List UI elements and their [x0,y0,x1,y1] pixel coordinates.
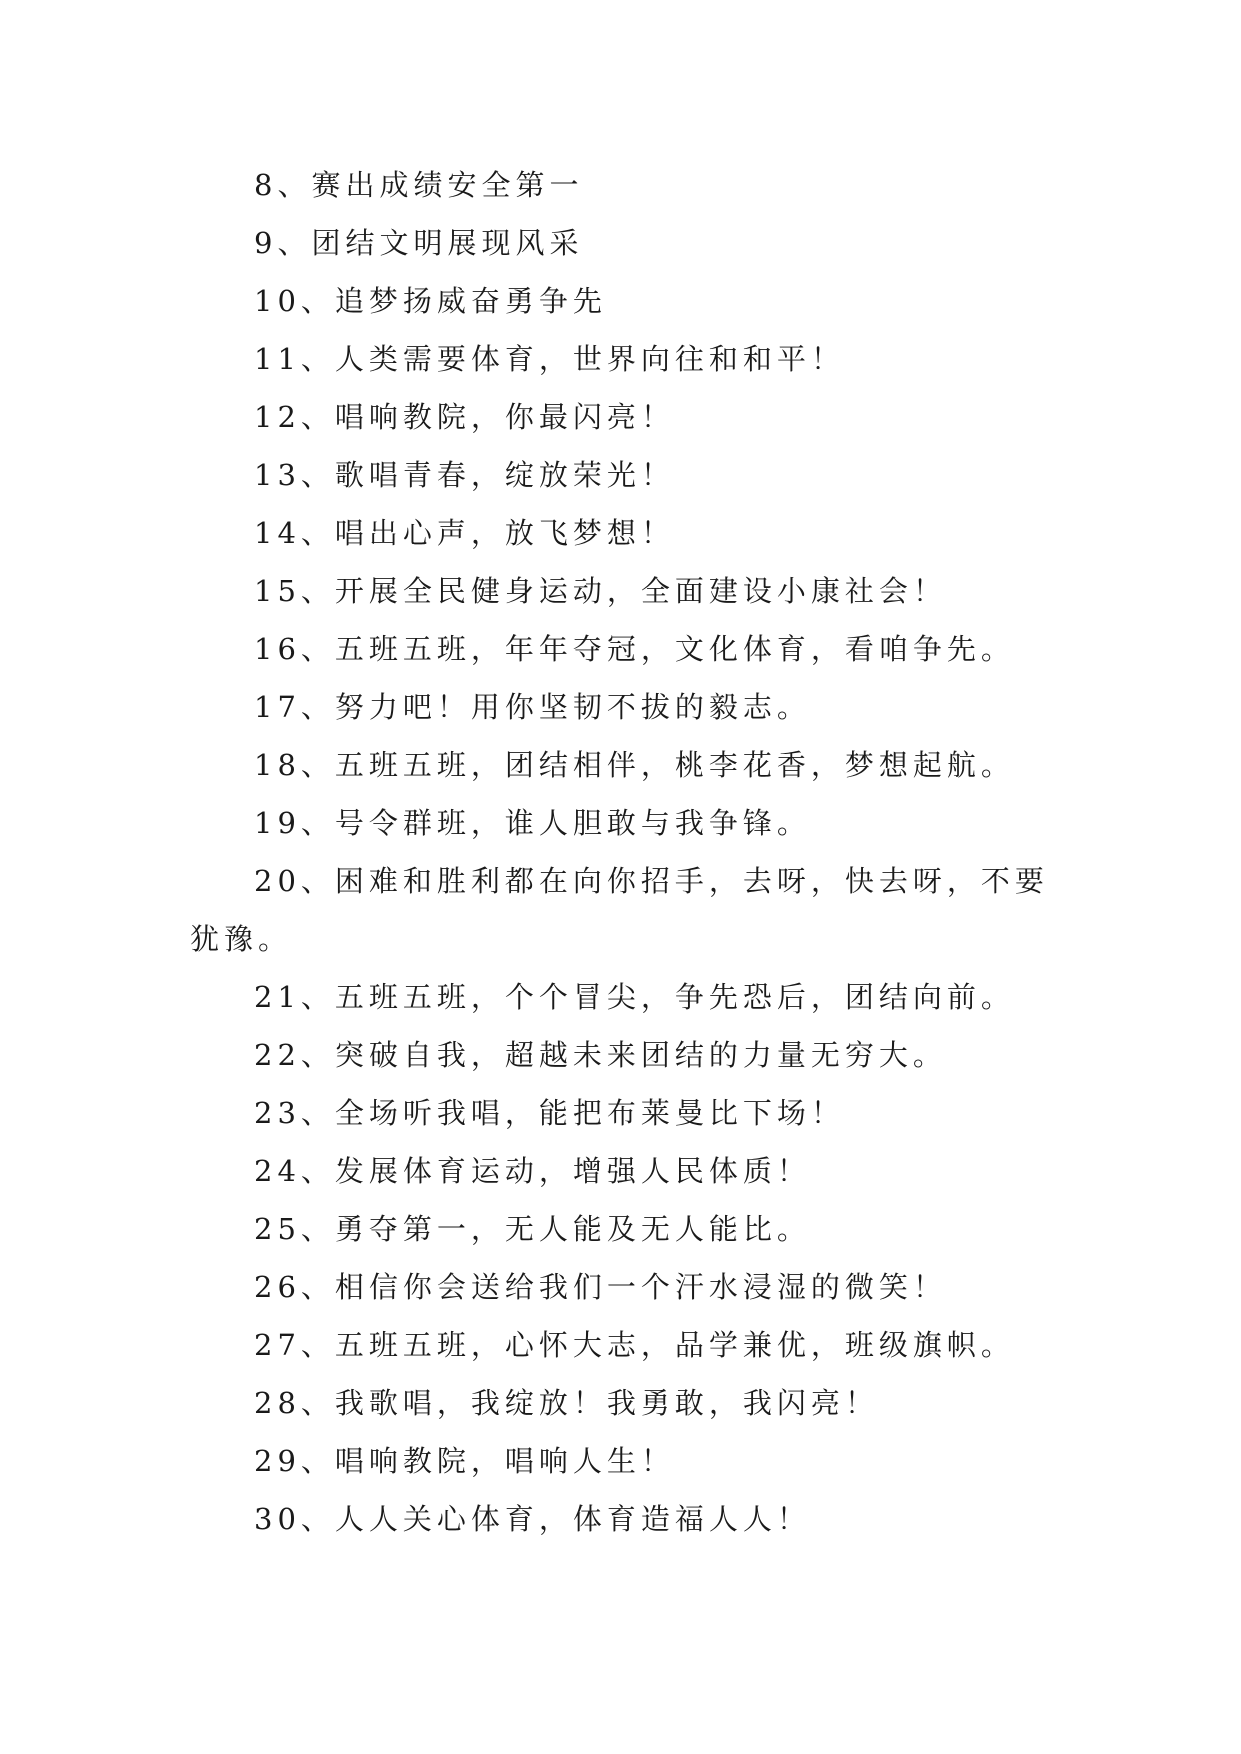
slogan-line-30: 30、人人关心体育，体育造福人人！ [254,1502,811,1536]
slogan-line-18: 18、五班五班，团结相伴，桃李花香，梦想起航。 [254,748,1015,782]
slogan-line-12: 12、唱响教院，你最闪亮！ [254,400,675,434]
slogan-line-19: 19、号令群班，谁人胆敢与我争锋。 [254,806,811,840]
slogan-line-29: 29、唱响教院，唱响人生！ [254,1444,675,1478]
slogan-line-16: 16、五班五班，年年夺冠，文化体育，看咱争先。 [254,632,1015,666]
slogan-line-15: 15、开展全民健身运动，全面建设小康社会！ [254,574,947,608]
slogan-line-24: 24、发展体育运动，增强人民体质！ [254,1154,811,1188]
slogan-line-23: 23、全场听我唱，能把布莱曼比下场！ [254,1096,845,1130]
slogan-line-26: 26、相信你会送给我们一个汗水浸湿的微笑！ [254,1270,947,1304]
slogan-line-9: 9、团结文明展现风采 [254,226,584,260]
slogan-line-11: 11、人类需要体育，世界向往和和平！ [254,342,845,376]
slogan-line-20: 20、困难和胜利都在向你招手，去呀，快去呀，不要犹豫。 [190,864,1049,956]
slogan-line-27: 27、五班五班，心怀大志，品学兼优，班级旗帜。 [254,1328,1015,1362]
slogan-line-28: 28、我歌唱，我绽放！我勇敢，我闪亮！ [254,1386,879,1420]
slogan-line-13: 13、歌唱青春，绽放荣光！ [254,458,675,492]
document-body [190,156,1052,1548]
slogan-line-17: 17、努力吧！用你坚韧不拔的毅志。 [254,690,811,724]
slogan-line-21: 21、五班五班，个个冒尖，争先恐后，团结向前。 [254,980,1015,1014]
slogan-line-10: 10、追梦扬威奋勇争先 [254,284,607,318]
slogan-line-8: 8、赛出成绩安全第一 [254,168,584,202]
slogan-line-14: 14、唱出心声，放飞梦想！ [254,516,675,550]
slogan-line-25: 25、勇夺第一，无人能及无人能比。 [254,1212,811,1246]
slogan-line-22: 22、突破自我，超越未来团结的力量无穷大。 [254,1038,947,1072]
